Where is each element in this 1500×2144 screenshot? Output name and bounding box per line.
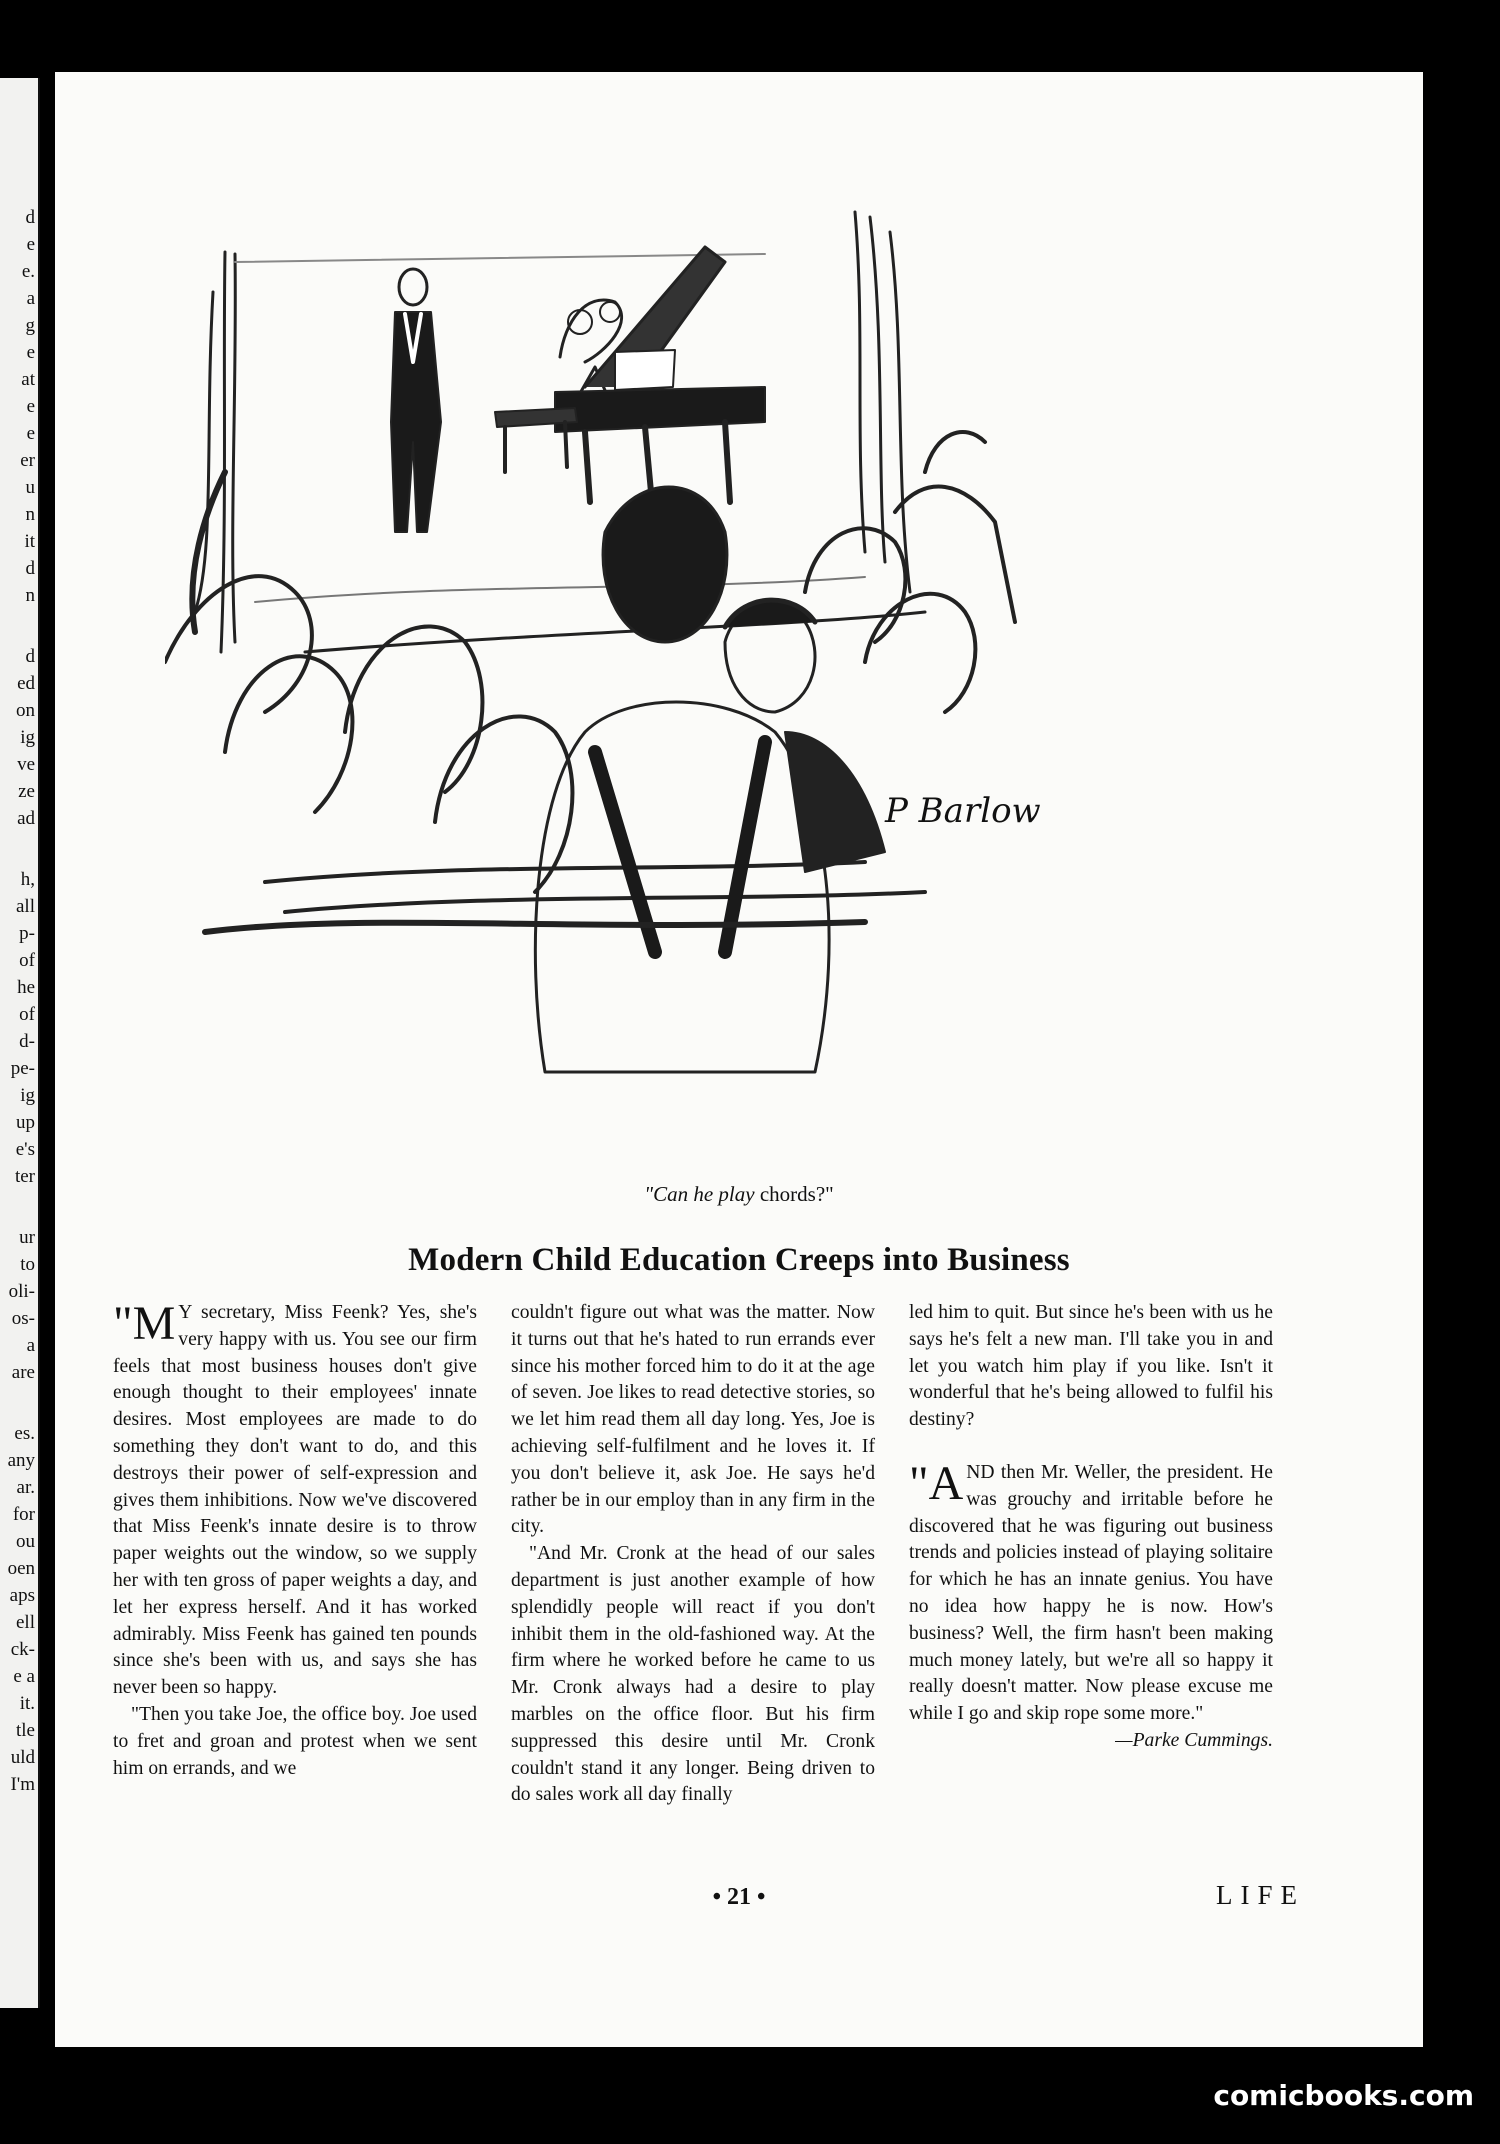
- previous-page-text-fragment: on: [16, 700, 35, 721]
- previous-page-text-fragment: e: [26, 234, 35, 255]
- drop-cap: "A: [909, 1456, 964, 1510]
- previous-page-text-fragment: tle: [16, 1720, 35, 1741]
- article-paragraph: "Then you take Joe, the office boy. Joe used to fret and groan and protest when we sent him on errands, and we: [113, 1703, 477, 1779]
- article-column-2: [511, 1300, 875, 1809]
- previous-page-text-fragment: for: [12, 1504, 35, 1525]
- previous-page-text-fragment: d: [25, 646, 35, 667]
- previous-page-text-fragment: e: [26, 342, 35, 363]
- previous-page-text-fragment: at: [21, 369, 35, 390]
- previous-page-text-fragment: n: [25, 504, 35, 525]
- previous-page-text-fragment: ur: [19, 1227, 35, 1248]
- previous-page-text-fragment: up: [16, 1112, 35, 1133]
- article-headline: Modern Child Education Creeps into Business: [408, 1242, 1070, 1278]
- previous-page-text-fragment: of: [19, 1004, 35, 1025]
- previous-page-text-fragment: ig: [20, 1085, 35, 1106]
- previous-page-text-fragment: ze: [18, 781, 35, 802]
- previous-page-text-fragment: os-: [11, 1308, 35, 1329]
- previous-page-text-fragment: oen: [7, 1558, 35, 1579]
- article-paragraph: "M Y secretary, Miss Feenk? Yes, she's very happy with us. You see our firm feels that most business houses don't give enough thought to their employees' innate desires. Most employees are made to do something they don't want to do, and this destroys their power of self-expression and gives them inhibitions. Now we've discovered that Miss Feenk's innate desire is to throw paper weights out the window, so we supply her with ten gross of paper weights a day, and let her express herself. And it has worked admirably. Miss Feenk has gained ten pounds since she's been with us, and says she has never been so happy.: [113, 1297, 477, 1699]
- article-column-1: [113, 1297, 477, 1782]
- previous-page-text-fragment: e: [26, 396, 35, 417]
- previous-page-text-fragment: a: [26, 1335, 35, 1356]
- previous-page-text-fragment: ou: [16, 1531, 35, 1552]
- article-column-3: [909, 1300, 1273, 1755]
- previous-page-text-fragment: pe-: [10, 1058, 35, 1079]
- previous-page-text-fragment: ck-: [10, 1639, 35, 1660]
- previous-page-text-fragment: d-: [19, 1031, 35, 1052]
- artist-signature: P Barlow: [885, 791, 1041, 831]
- previous-page-text-fragment: ell: [16, 1612, 35, 1633]
- previous-page-text-fragment: g: [25, 315, 35, 336]
- previous-page-text-fragment: ad: [17, 808, 35, 829]
- previous-page-text-fragment: of: [19, 950, 35, 971]
- previous-page-text-fragment: d: [25, 558, 35, 579]
- previous-page-text-fragment: I'm: [10, 1774, 35, 1795]
- magazine-name: LIFE: [1216, 1880, 1305, 1910]
- previous-page-text-fragment: ve: [17, 754, 35, 775]
- previous-page-text-fragment: it: [24, 531, 35, 552]
- article-paragraph: "And Mr. Cronk at the head of our sales department is just another example of how splendidly people will react if you don't inhibit them in the old-fashioned way. At the firm where he worked before he came to us Mr. Cronk always had a desire to play marbles on the office floor. But his firm suppressed this desire until Mr. Cronk couldn't stand it any longer. Being driven to do sales work all day finally: [511, 1543, 875, 1806]
- previous-page-text-fragment: are: [11, 1362, 35, 1383]
- woman-from-behind: [535, 487, 829, 1072]
- previous-page-text-fragment: er: [20, 450, 35, 471]
- cartoon-illustration: [165, 172, 1305, 1202]
- previous-page-text-fragment: a: [26, 288, 35, 309]
- caption-emphasis: play: [718, 1182, 755, 1206]
- previous-page-text-fragment: p-: [19, 923, 35, 944]
- previous-page-edge: [0, 78, 40, 2008]
- cartoon-caption: "Can he play chords?": [644, 1182, 834, 1206]
- previous-page-text-fragment: he: [17, 977, 35, 998]
- article-paragraph: couldn't figure out what was the matter. Now it turns out that he's hated to run errands ever since his mother forced him to do it at the age of seven. Joe likes to read detective stories, so we let him read them all day long. Yes, Joe is achieving self-fulfilment and he loves it. If you don't believe it, ask Joe. He says he'd rather be in our employ than in any firm in the city.: [511, 1302, 875, 1538]
- grand-piano: [495, 247, 765, 502]
- previous-page-text-fragment: to: [20, 1254, 35, 1275]
- previous-page-text-fragment: e a: [13, 1666, 35, 1687]
- previous-page-text-fragment: e's: [15, 1139, 35, 1160]
- previous-page-text-fragment: es.: [14, 1423, 35, 1444]
- site-watermark: comicbooks.com: [1213, 2079, 1474, 2112]
- previous-page-text-fragment: ig: [20, 727, 35, 748]
- previous-page-text-fragment: e.: [21, 261, 35, 282]
- previous-page-text-fragment: all: [16, 896, 35, 917]
- previous-page-text-fragment: it.: [19, 1693, 35, 1714]
- author-byline: —Parke Cummings.: [1115, 1729, 1273, 1751]
- article-paragraph: "AND then Mr. Weller, the president. He was grouchy and irritable before he discovered that he was figuring out business trends and policies instead of playing solitaire for which he has an innate genius. You have no idea how happy he is now. How's business? Well, the firm hasn't been making much money lately, but we're all so happy it really doesn't matter. Now please excuse me while I go and skip rope some more.": [909, 1456, 1273, 1725]
- previous-page-text-fragment: ed: [17, 673, 35, 694]
- page-number: • 21 •: [712, 1884, 766, 1910]
- previous-page-text-fragment: uld: [10, 1747, 35, 1768]
- previous-page-text-fragment: ter: [14, 1166, 35, 1187]
- drop-cap: "M: [113, 1297, 176, 1350]
- previous-page-text-fragment: d: [25, 207, 35, 228]
- previous-page-text-fragment: e: [26, 423, 35, 444]
- previous-page-text-fragment: n: [25, 585, 35, 606]
- previous-page-text-fragment: any: [7, 1450, 35, 1471]
- performer-figure: [391, 269, 441, 532]
- previous-page-text-fragment: ar.: [16, 1477, 35, 1498]
- article-paragraph: led him to quit. But since he's been with us he says he's felt a new man. I'll take you in and let you watch him play if you like. Isn't it wonderful that he's being allowed to fulfil his destiny?: [909, 1302, 1273, 1431]
- magazine-page: [55, 72, 1423, 2047]
- previous-page-text-fragment: oli-: [8, 1281, 35, 1302]
- previous-page-text-fragment: aps: [9, 1585, 35, 1606]
- previous-page-text-fragment: h,: [20, 869, 35, 890]
- previous-page-text-fragment: u: [25, 477, 35, 498]
